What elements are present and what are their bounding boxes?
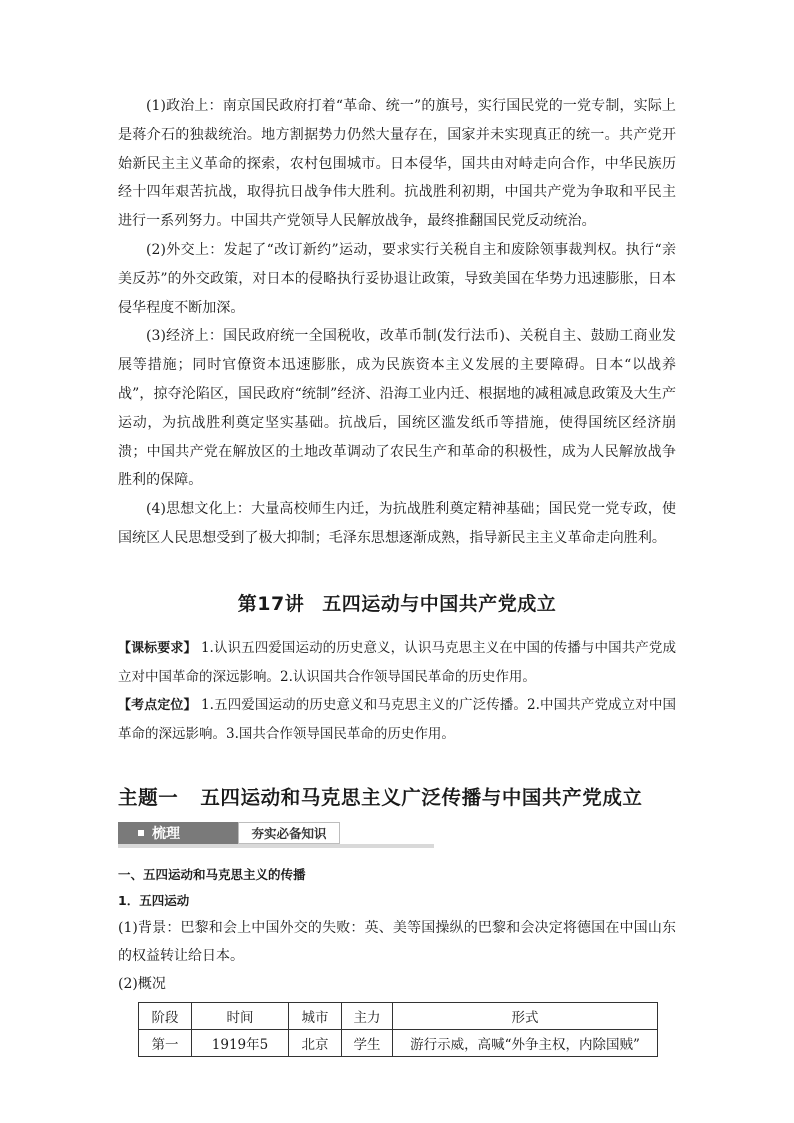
table-cell: 北京 <box>289 1029 342 1056</box>
topic-title <box>118 782 676 810</box>
paragraph-politics: (1)政治上：南京国民政府打着“革命、统一”的旗号，实行国民党的一党专制，实际上是蒋介石的独裁统治。地方割据势力仍然大量存在，国家并未实现真正的统一。共产党开始新民主主义革命的探索，农村包围城市。日本侵华，国共由对峙走向合作，中华民族历经十四年艰苦抗战，取得抗日战争伟大胜利。抗战胜利初期，中国共产党为争取和平民主进行一系列努力。中国共产党领导人民解放战争，最终推翻国民党反动统治。 <box>118 98 676 230</box>
positioning-tag: 【考点定位】 <box>118 697 197 713</box>
lecture-title <box>118 589 676 616</box>
paragraph-culture: (4)思想文化上：大量高校师生内迁，为抗战胜利奠定精神基础；国民党一党专政，使国统区人民思想受到了极大抑制；毛泽东思想逐渐成熟，指导新民主主义革命走向胜利。 <box>118 501 676 546</box>
section-bar-left <box>118 822 238 844</box>
table-header-cell: 形式 <box>393 1002 658 1029</box>
lecture-name: 五四运动与中国共产党成立 <box>322 592 557 615</box>
table-cell: 学生 <box>342 1029 393 1056</box>
requirements-tag: 【课标要求】 <box>118 640 197 656</box>
table-row <box>139 1029 658 1056</box>
table-cell: 游行示威，高喊“外争主权，内除国贼” <box>393 1029 658 1056</box>
table-header-cell: 主力 <box>342 1002 393 1029</box>
document-page <box>118 92 676 1057</box>
positioning-text: 1.五四爱国运动的历史意义和马克思主义的广泛传播。2.中国共产党成立对中国革命的深远影响。3.国共合作领导国民革命的历史作用。 <box>118 696 676 742</box>
section-bar-left-label: 梳理 <box>152 825 180 842</box>
overview-label: (2)概况 <box>118 975 166 992</box>
square-icon <box>138 830 144 836</box>
paragraph-diplomacy: (2)外交上：发起了“改订新约”运动，要求实行关税自主和废除领事裁判权。执行“亲美反苏”的外交政策，对日本的侵略执行妥协退让政策，导致美国在华势力迅速膨胀，日本侵华程度不断加深。 <box>118 241 676 316</box>
paragraph-background: (1)背景：巴黎和会上中国外交的失败：英、美等国操纵的巴黎和会决定将德国在中国山东的权益转让给日本。 <box>118 919 676 964</box>
curriculum-requirements <box>118 634 676 691</box>
exam-positioning <box>118 691 676 748</box>
table-cell: 第一 <box>139 1029 192 1056</box>
heading-part-one: 一、五四运动和马克思主义的传播 <box>118 866 306 882</box>
heading-may-fourth: 1．五四运动 <box>118 892 190 908</box>
section-bar <box>118 822 434 848</box>
table-header-cell: 时间 <box>192 1002 289 1029</box>
lecture-number: 第17讲 <box>237 592 305 615</box>
section-bar-underline <box>118 844 434 848</box>
paragraph-economy: (3)经济上：国民政府统一全国税收，改革币制(发行法币)、关税自主、鼓励工商业发展等措施；同时官僚资本迅速膨胀，成为民族资本主义发展的主要障碍。日本“以战养战”，掠夺沦陷区，国民政府“统制”经济、沿海工业内迁、根据地的减租减息政策及大生产运动，为抗战胜利奠定坚实基础。抗战后，国统区滥发纸币等措施，使得国统区经济崩溃；中国共产党在解放区的土地改革调动了农民生产和革命的积极性，成为人民解放战争胜利的保障。 <box>118 328 676 489</box>
table-header-row <box>139 1002 658 1029</box>
table-header-cell: 阶段 <box>139 1002 192 1029</box>
section-bar-right: 夯实必备知识 <box>238 822 340 844</box>
table-header-cell: 城市 <box>289 1002 342 1029</box>
topic-label: 主题一 <box>118 785 179 809</box>
overview-table <box>138 1002 658 1057</box>
topic-name: 五四运动和马克思主义广泛传播与中国共产党成立 <box>200 785 643 809</box>
requirements-text: 1.认识五四爱国运动的历史意义，认识马克思主义在中国的传播与中国共产党成立对中国革命的深远影响。2.认识国共合作领导国民革命的历史作用。 <box>118 639 676 685</box>
table-cell: 1919年5 <box>192 1029 289 1056</box>
